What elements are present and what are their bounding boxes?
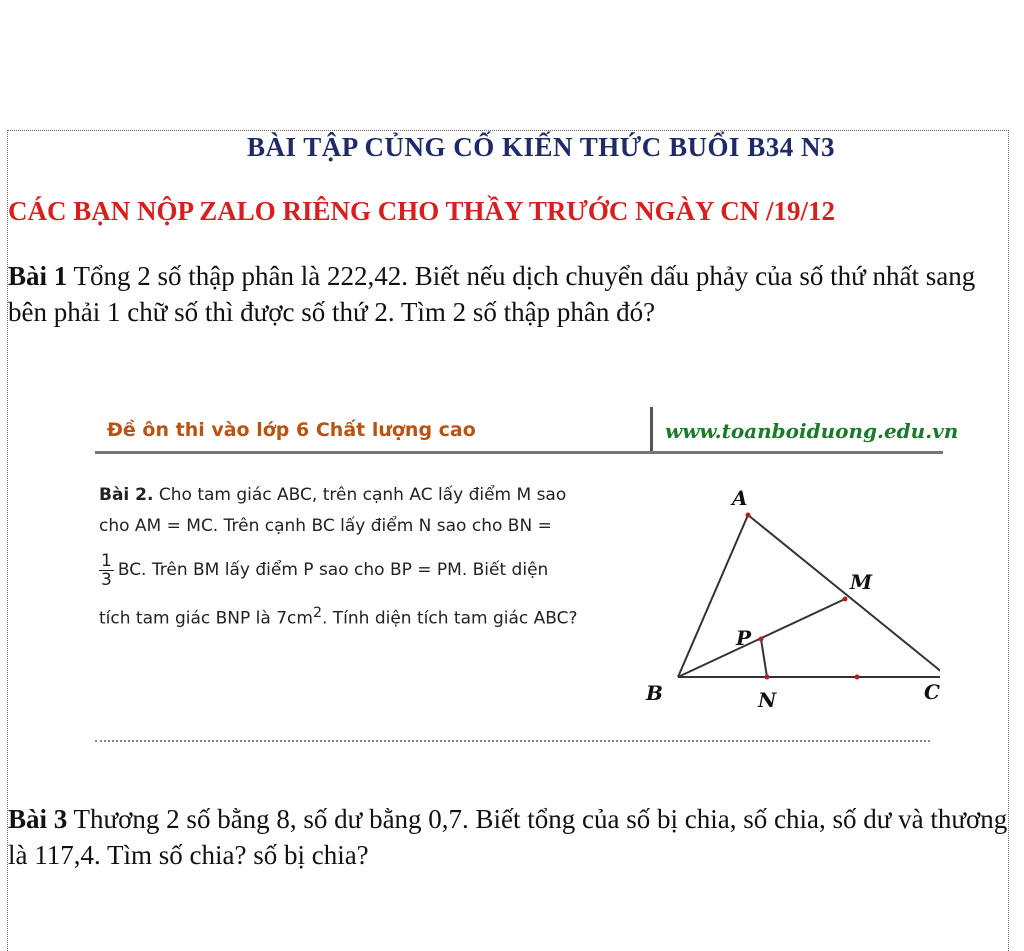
problem-2-label: Bài 2. [99, 485, 154, 505]
embed-header-website: www.toanboiduong.edu.vn [665, 419, 959, 443]
problem-2-text [99, 480, 629, 635]
point-a [746, 513, 751, 518]
problem-2-line-2: cho AM = MC. Trên cạnh BC lấy điểm N sao cho BN = [99, 516, 552, 536]
embed-header-rule [95, 451, 943, 454]
fraction-one-third: $\frac{1}{3}$ [101, 550, 112, 590]
embed-header-title: Đề ôn thi vào lớp 6 Chất lượng cao [107, 419, 476, 441]
problem-2-line-3: $\frac{1}{3}$ BC. Trên BM lấy điểm P sao cho BP = PM. Biết diện [101, 550, 549, 590]
label-b: B [646, 681, 663, 705]
segment-pn [761, 639, 767, 677]
point-m [843, 597, 848, 602]
label-m: M [850, 570, 873, 594]
problem-3-text: Thương 2 số bằng 8, số dư bằng 0,7. Biết tổng của số bị chia, số chia, số dư và thương là 117,4. Tìm số chia? số bị chia? [8, 804, 1008, 870]
segment-ac [748, 515, 940, 677]
label-n: N [758, 688, 777, 712]
submission-notice: CÁC BẠN NỘP ZALO RIÊNG CHO THẦY TRƯỚC NGÀY CN /19/12 [8, 196, 836, 226]
embed-dotted-separator [95, 740, 930, 742]
label-p: P [736, 626, 752, 650]
label-a: A [732, 486, 748, 510]
problem-3 [8, 801, 1008, 873]
label-c: C [924, 680, 940, 704]
problem-1-label: Bài 1 [8, 261, 68, 291]
worksheet-title: BÀI TẬP CỦNG CỐ KIẾN THỨC BUỔI B34 N3 [246, 132, 836, 162]
problem-2-line-4: tích tam giác BNP là $7cm^2$. Tính diện tích tam giác ABC? [99, 605, 578, 629]
point-p [759, 637, 764, 642]
embedded-problem-image [95, 405, 959, 755]
point-mid-bc [855, 675, 860, 680]
embed-header-divider [650, 407, 653, 453]
problem-2-line-1: Cho tam giác ABC, trên cạnh AC lấy điểm M sao [153, 485, 567, 505]
problem-1 [8, 258, 998, 330]
point-n [765, 675, 770, 680]
problem-3-label: Bài 3 [8, 804, 68, 834]
triangle-figure [640, 477, 940, 717]
problem-1-text: Tổng 2 số thập phân là 222,42. Biết nếu dịch chuyển dấu phảy của số thứ nhất sang bên phải 1 chữ số thì được số thứ 2. Tìm 2 số thập phân đó? [8, 261, 976, 327]
segment-ab [678, 515, 748, 677]
